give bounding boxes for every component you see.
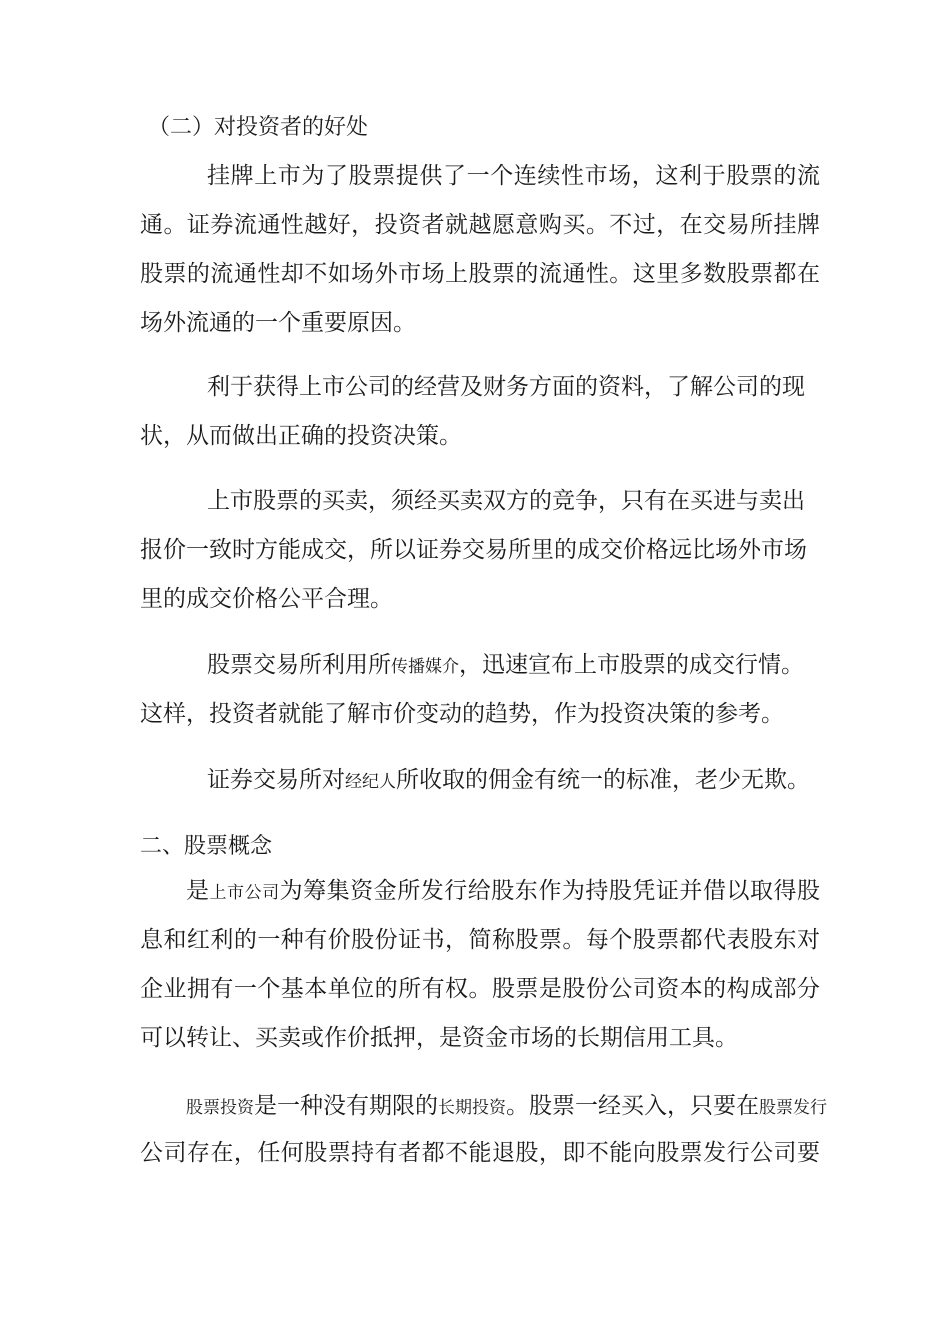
paragraph-line: 企业拥有一个基本单位的所有权。股票是股份公司资本的构成部分 <box>140 976 820 1002</box>
section-heading-stock-concept: 二、股票概念 <box>140 834 273 859</box>
paragraph-line: 上市股票的买卖，须经买卖双方的竞争，只有在买进与卖出 <box>207 488 805 514</box>
section-heading-investor-benefits: （二）对投资者的好处 <box>148 115 369 140</box>
inline-term-long-term-investment: 长期投资 <box>438 1098 506 1118</box>
text-run: 。股票一经买入，只要在 <box>506 1093 759 1119</box>
paragraph-line: 里的成交价格公平合理。 <box>140 586 393 612</box>
inline-term-stock-investment: 股票投资 <box>186 1098 254 1118</box>
text-run: 是 <box>186 878 210 904</box>
paragraph-line: 息和红利的一种有价股份证书，简称股票。每个股票都代表股东对 <box>140 927 820 953</box>
text-run: ，迅速宣布上市股票的成交行情。 <box>459 652 804 678</box>
paragraph-line: 报价一致时方能成交，所以证券交易所里的成交价格远比场外市场 <box>140 537 807 563</box>
text-run: 所收取的佣金有统一的标准，老少无欺。 <box>396 767 810 793</box>
paragraph-line: 通。证券流通性越好，投资者就越愿意购买。不过，在交易所挂牌 <box>140 212 820 238</box>
text-run: 证券交易所对 <box>207 767 345 793</box>
text-run: 为筹集资金所发行给股东作为持股凭证并借以取得股 <box>279 878 821 904</box>
inline-term-stock-issuing: 股票发行 <box>759 1098 827 1118</box>
paragraph-line: 公司存在，任何股票持有者都不能退股，即不能向股票发行公司要 <box>140 1140 820 1166</box>
text-run: 是一种没有期限的 <box>254 1093 438 1119</box>
paragraph-line: 利于获得上市公司的经营及财务方面的资料，了解公司的现 <box>207 374 805 400</box>
inline-term-broker: 经纪人 <box>345 772 396 792</box>
paragraph-line: 挂牌上市为了股票提供了一个连续性市场，这利于股票的流 <box>207 163 820 189</box>
paragraph-line: 状，从而做出正确的投资决策。 <box>140 423 462 449</box>
text-run: 股票交易所利用所 <box>207 652 391 678</box>
paragraph-line: 这样，投资者就能了解市价变动的趋势，作为投资决策的参考。 <box>140 701 784 727</box>
paragraph-line: 股票的流通性却不如场外市场上股票的流通性。这里多数股票都在 <box>140 261 820 287</box>
paragraph-line <box>207 650 820 682</box>
paragraph-line <box>186 876 820 908</box>
paragraph-line: 可以转让、买卖或作价抵押，是资金市场的长期信用工具。 <box>140 1025 738 1051</box>
paragraph-line: 场外流通的一个重要原因。 <box>140 310 416 336</box>
inline-term-listed-company: 上市公司 <box>209 883 280 903</box>
paragraph-line <box>186 1091 827 1123</box>
inline-term-media: 传播媒介 <box>391 657 459 677</box>
paragraph-line <box>207 765 820 797</box>
